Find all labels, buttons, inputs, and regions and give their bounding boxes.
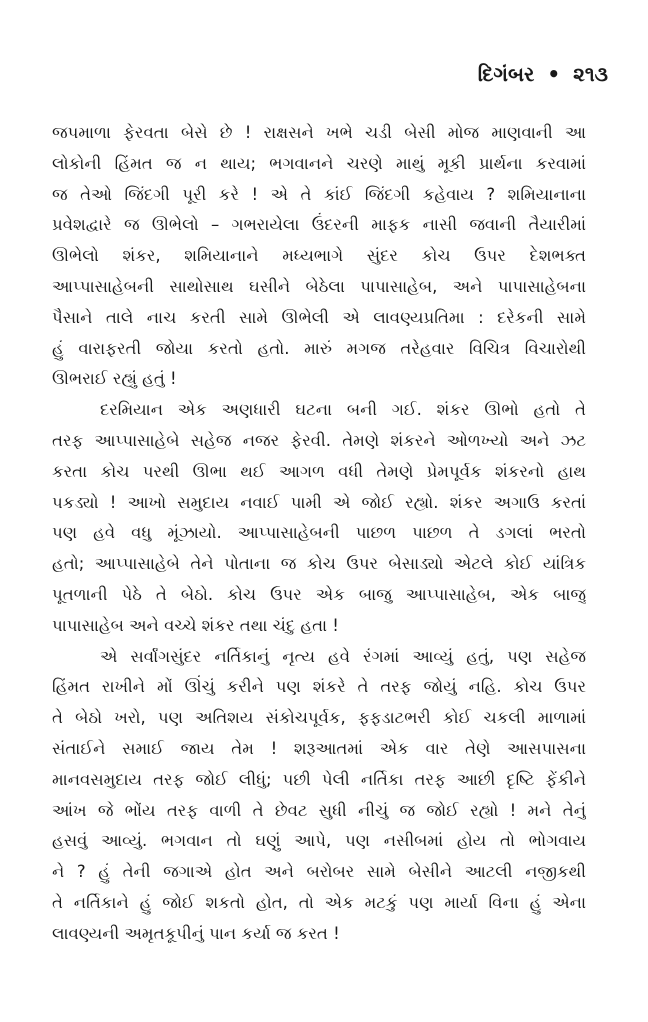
text-line: જપમાળા ફેરવતા બેસે છે ! રાક્ષસને ખભે ચડી બેસી મોજ માણવાની આ <box>52 123 586 142</box>
text-line: સંતાઈને સમાઈ જાય તેમ ! શરૂઆતમાં એક વાર તેણે આસપાસના <box>52 738 586 758</box>
body-text <box>52 118 586 950</box>
text-line: હતો; આપ્પાસાહેબે તેને પોતાના જ કોચ ઉપર બેસાડ્યો એટલે કોઈ યાંત્રિક <box>52 554 586 574</box>
text-line: પૈસાને તાલે નાચ કરતી સામે ઊભેલી એ લાવણ્યપ્રતિમા : દરેકની સામે <box>52 307 586 327</box>
text-line: પકડ્યો ! આખો સમુદાય નવાઈ પામી એ જોઈ રહ્યો. શંકર અગાઉ કરતાં <box>52 492 586 512</box>
text-line: તે બેઠો ખરો, પણ અતિશય સંકોચપૂર્વક, ફફડાટભરી કોઈ ચકલી માળામાં <box>52 708 586 728</box>
text-line: તે નર્તિકાને હું જોઈ શકતો હોત, તો એક મટકું પણ માર્યા વિના હું એના <box>52 892 586 912</box>
text-line: પ્રવેશદ્વારે જ ઊભેલો – ગભરાયેલા ઉંદરની માફક નાસી જવાની તૈયારીમાં <box>52 215 586 235</box>
running-header <box>478 62 608 86</box>
text-line: પણ હવે વધુ મૂંઝાયો. આપ્પાસાહેબની પાછળ પાછળ તે ડગલાં ભરતો <box>52 523 586 543</box>
text-line: ઊભરાઈ રહ્યું હતું ! <box>52 369 177 389</box>
text-line: પૂતળાની પેઠે તે બેઠો. કોચ ઉપર એક બાજુ આપ્પાસાહેબ, એક બાજુ <box>52 584 586 604</box>
text-line: હસવું આવ્યું. ભગવાન તો ઘણું આપે, પણ નસીબમાં હોય તો ભોગવાય <box>52 831 586 851</box>
header-separator: • <box>547 62 561 86</box>
text-line: ઊભેલો શંકર, શમિયાનાને મધ્યભાગે સુંદર કોચ ઉપર દેશભક્ત <box>52 246 586 266</box>
text-line: જ તેઓ જિંદગી પૂરી કરે ! એ તે કાંઈ જિંદગી કહેવાય ? શમિયાનાના <box>52 184 586 204</box>
text-line: તરફ આપ્પાસાહેબે સહેજ નજર ફેરવી. તેમણે શંકરને ઓળખ્યો અને ઝટ <box>52 430 586 450</box>
text-line: ને ? હું તેની જગાએ હોત અને બરોબર સામે બેસીને આટલી નજીકથી <box>52 862 586 882</box>
text-line: લાવણ્યની અમૃતકૂપીનું પાન કર્યા જ કરત ! <box>52 923 340 943</box>
text-line: લોકોની હિંમત જ ન થાય; ભગવાનને ચરણે માથું મૂકી પ્રાર્થના કરવામાં <box>52 153 586 173</box>
text-line: એ સર્વાંગસુંદર નર્તિકાનું નૃત્ય હવે રંગમાં આવ્યું હતું, પણ સહેજ <box>100 646 586 666</box>
text-line: આપ્પાસાહેબની સાથોસાથ ઘસીને બેઠેલા પાપાસાહેબ, અને પાપાસાહેબના <box>52 276 586 296</box>
text-line: પાપાસાહેબ અને વચ્ચે શંકર તથા ચંદુ હતા ! <box>52 615 339 635</box>
page-number: ૨૧૩ <box>573 62 608 86</box>
text-line: હિંમત રાખીને મોં ઊંચું કરીને પણ શંકરે તે તરફ જોયું નહિ. કોચ ઉપર <box>52 677 586 697</box>
text-line: માનવસમુદાય તરફ જોઈ લીધું; પછી પેલી નર્તિકા તરફ આછી દૃષ્ટિ ફેંકીને <box>52 769 586 789</box>
text-line: આંખ જે ભોંય તરફ વાળી તે છેવટ સુધી નીચું જ જોઈ રહ્યો ! મને તેનું <box>52 800 586 820</box>
chapter-title: દિગંબર <box>477 62 535 86</box>
text-line: દરમિયાન એક અણધારી ઘટના બની ગઈ. શંકર ઊભો હતો તે <box>100 400 586 420</box>
text-line: કરતા કોચ પરથી ઊભા થઈ આગળ વધી તેમણે પ્રેમપૂર્વક શંકરનો હાથ <box>52 461 586 481</box>
text-line: હું વારાફરતી જોયા કરતો હતો. મારું મગજ તરેહવાર વિચિત્ર વિચારોથી <box>52 338 586 358</box>
